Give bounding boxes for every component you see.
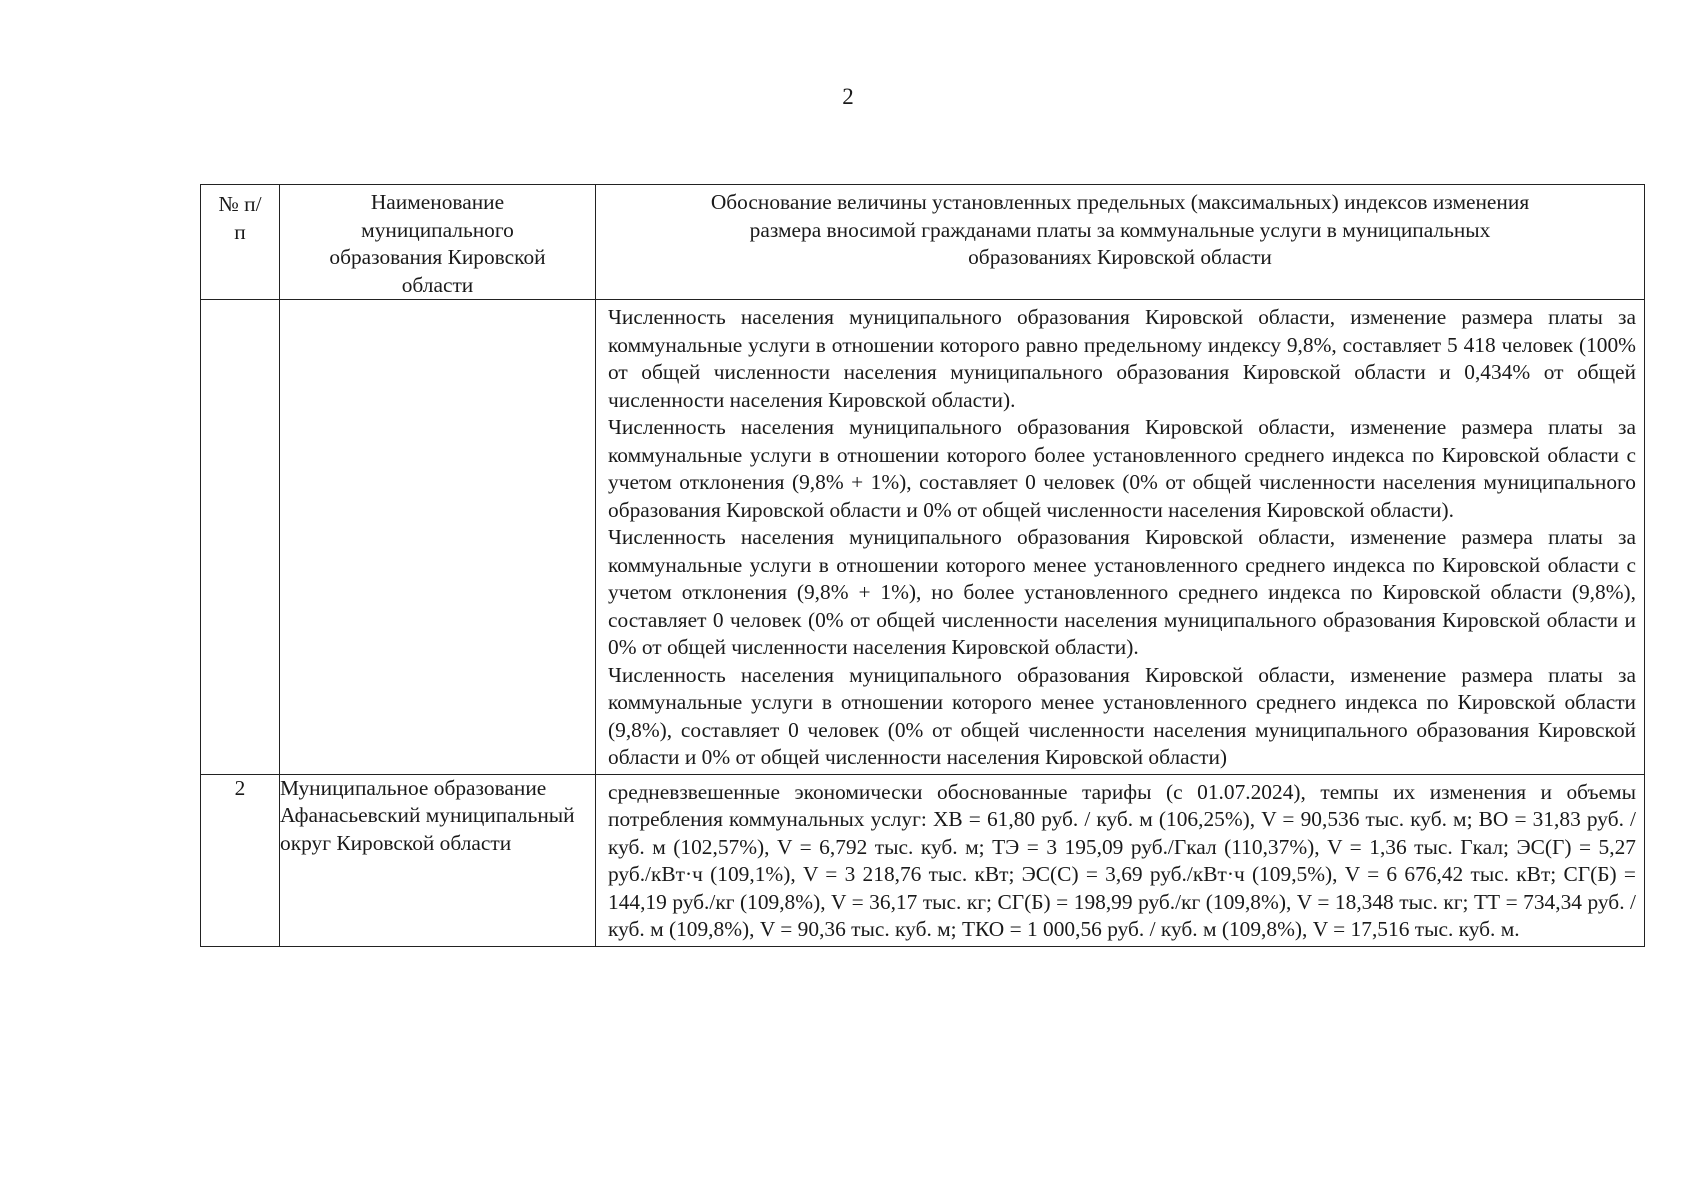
header-number-text: № п/п — [218, 192, 262, 244]
basis-paragraph: Численность населения муниципального образования Кировской области, изменение размера платы за коммунальные услуги в отношении которого менее установленного среднего индекса по Кировской области с учетом отклонения (9,8% + 1%), но более установленного среднего индекса по Кировской области (9,8%), составляет 0 человек (0% от общей численности населения муниципального образования Кировской области и 0% от общей численности населения Кировской области). — [608, 525, 1636, 659]
basis-paragraph: Численность населения муниципального образования Кировской области, изменение размера платы за коммунальные услуги в отношении которого равно предельному индексу 9,8%, составляет 5 418 человек (100% от общей численности населения муниципального образования Кировской области и 0,434% от общей численности населения Кировской области). — [608, 305, 1636, 412]
basis-paragraph: Численность населения муниципального образования Кировской области, изменение размера платы за коммунальные услуги в отношении которого более установленного среднего индекса по Кировской области с учетом отклонения (9,8% + 1%), составляет 0 человек (0% от общей численности населения муниципального образования Кировской области и 0% от общей численности населения Кировской области). — [608, 415, 1636, 522]
page-number: 2 — [842, 84, 854, 109]
tariff-index-table — [200, 184, 1645, 947]
row-number: 2 — [234, 775, 246, 800]
table-row — [201, 300, 1645, 775]
row-municipality-cell — [280, 300, 596, 775]
table-header-row — [201, 185, 1645, 300]
basis-paragraph: средневзвешенные экономически обоснованные тарифы (с 01.07.2024), темпы их изменения и объемы потребления коммунальных услуг: ХВ = 61,80 руб. / куб. м (106,25%), V = 90,536 тыс. куб. м; ВО = 31,83 руб. / куб. м (102,57%), V = 6,792 тыс. куб. м; ТЭ = 3 195,09 руб./Гкал (110,37%), V = 1,36 тыс. Гкал; ЭС(Г) = 5,27 руб./кВт·ч (109,1%), V = 3 218,76 тыс. кВт; ЭС(С) = 3,69 руб./кВт·ч (109,5%), V = 6 676,42 тыс. кВт; СГ(Б) = 144,19 руб./кг (109,8%), V = 36,17 тыс. кг; СГ(Б) = 198,99 руб./кг (109,8%), V = 18,348 тыс. кг; ТТ = 734,34 руб. / куб. м (109,8%), V = 90,36 тыс. куб. м; ТКО = 1 000,56 руб. / куб. м (109,8%), V = 17,516 тыс. куб. м. — [608, 779, 1636, 941]
row-municipality-name: Муниципальное образование Афанасьевский муниципальный округ Кировской области — [280, 775, 575, 855]
row-number-cell — [201, 300, 280, 775]
header-municipality-name — [280, 185, 596, 300]
table-row — [201, 774, 1645, 946]
row-number-cell — [201, 774, 280, 946]
basis-paragraph: Численность населения муниципального образования Кировской области, изменение размера платы за коммунальные услуги в отношении которого менее установленного среднего индекса по Кировской области (9,8%), составляет 0 человек (0% от общей численности населения муниципального образования Кировской области и 0% от общей численности населения Кировской области) — [608, 662, 1636, 769]
row-basis-cell — [596, 774, 1645, 946]
header-basis-text: Обоснование величины установленных предельных (максимальных) индексов изменения размера вносимой гражданами платы за коммунальные услуги в муниципальных образованиях Кировской области — [710, 190, 1530, 269]
row-municipality-cell — [280, 774, 596, 946]
header-municipality-name-text: Наименование муниципального образования Кировской области — [329, 190, 546, 297]
header-number — [201, 185, 280, 300]
row-basis-cell — [596, 300, 1645, 775]
header-basis — [596, 185, 1645, 300]
